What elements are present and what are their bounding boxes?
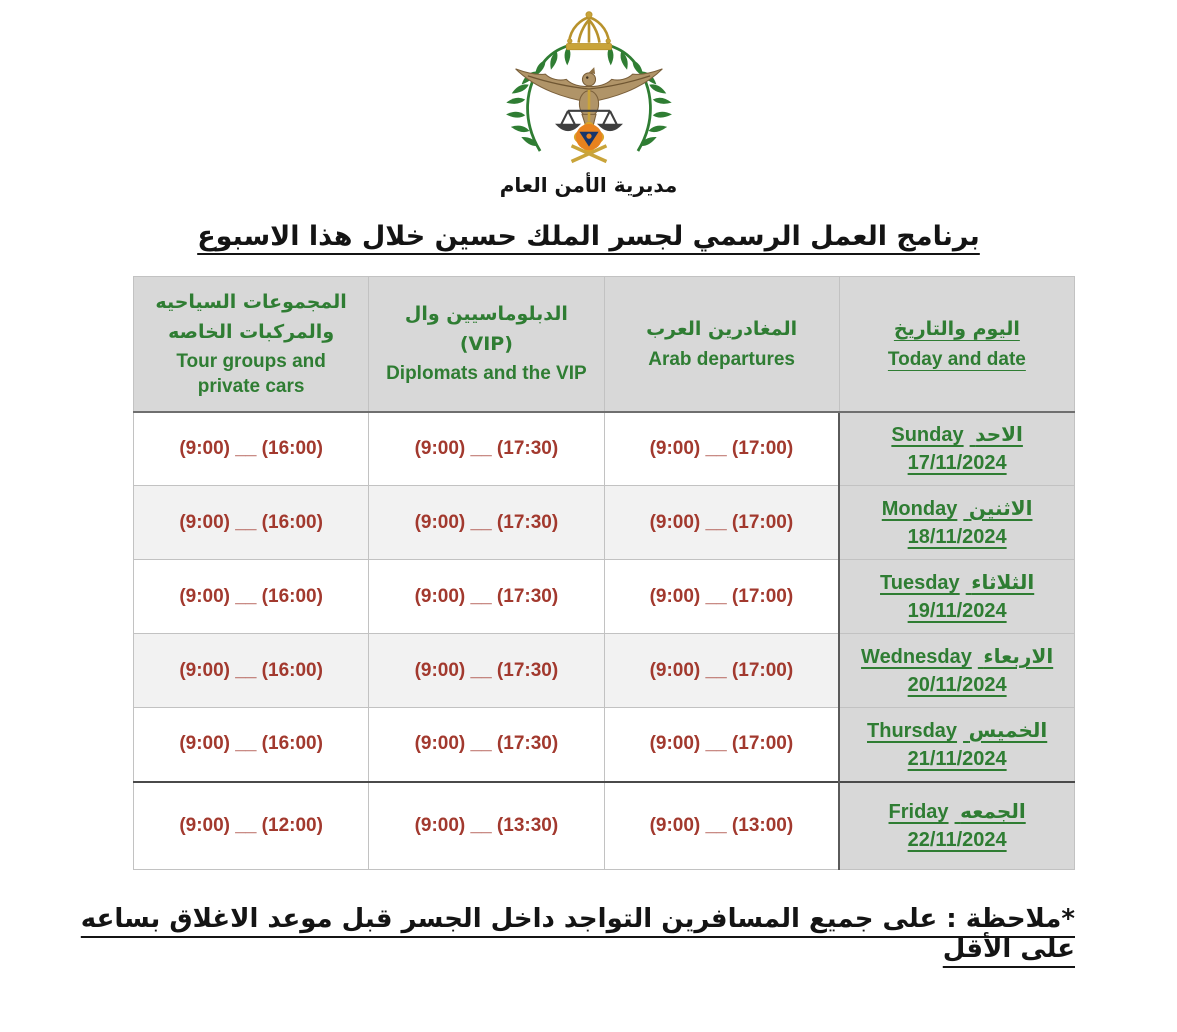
header-english: Tour groups and private cars [176,351,326,397]
day-english: Thursday [867,719,958,742]
header-arabic: المجموعات السياحيه والمركبات الخاصه [155,291,347,343]
diplomats-vip-hours: (9:00) __ (17:30) [369,486,604,560]
day-english: Friday [888,801,949,824]
day-arabic: الثلاثاء [971,570,1035,594]
date-value: 19/11/2024 [907,600,1007,622]
header-english: Today and date [887,348,1026,370]
date-cell [839,560,1074,634]
date-cell [839,412,1074,486]
day-label [882,496,1033,521]
date-value: 22/11/2024 [907,829,1007,852]
arab-departures-hours: (9:00) __ (17:00) [604,634,839,708]
arab-departures-hours: (9:00) __ (17:00) [604,560,839,634]
logo-caption: مديرية الأمن العام [499,173,678,197]
date-cell [839,486,1074,560]
page-title: برنامج العمل الرسمي لجسر الملك حسين خلال هذا الاسبوع [197,221,980,252]
header-english: Arab departures [648,348,796,370]
diplomats-vip-hours: (9:00) __ (13:30) [369,782,604,870]
day-label [891,422,1023,447]
day-label [889,799,1026,824]
header-arab-departures [604,277,839,412]
header-today-and-date [839,277,1074,412]
date-cell [839,782,1074,870]
schedule-table [133,276,1075,870]
table-row-sunday [134,412,1075,486]
arab-departures-hours: (9:00) __ (17:00) [604,486,839,560]
date-value: 20/11/2024 [907,674,1007,696]
day-label [867,718,1047,743]
tour-groups-hours: (9:00) __ (16:00) [134,708,369,782]
day-english: Monday [881,498,958,520]
table-row-tuesday [134,560,1075,634]
day-label [880,570,1034,595]
table-row-wednesday [134,634,1075,708]
date-value: 18/11/2024 [907,526,1007,548]
day-english: Wednesday [861,646,972,668]
header-arabic: الدبلوماسيين وال (VIP) [404,303,568,355]
header-tour-groups [134,277,369,412]
header-arabic: اليوم والتاريخ [893,318,1020,341]
arab-departures-hours: (9:00) __ (17:00) [604,708,839,782]
tour-groups-hours: (9:00) __ (16:00) [134,412,369,486]
footnote: *ملاحظة : على جميع المسافرين التواجد داخل الجسر قبل موعد الاغلاق بساعه على الأقل [80,904,1075,964]
table-header-row [134,277,1075,412]
tour-groups-hours: (9:00) __ (16:00) [134,634,369,708]
psd-emblem-icon [484,6,694,172]
date-value: 21/11/2024 [907,747,1007,770]
day-english: Sunday [891,424,964,447]
diplomats-vip-hours: (9:00) __ (17:30) [369,412,604,486]
diplomats-vip-hours: (9:00) __ (17:30) [369,708,604,782]
day-arabic: الخميس [968,717,1048,742]
logo-block [0,6,1177,197]
header-arabic: المغادرين العرب [646,318,798,341]
table-row-monday [134,486,1075,560]
tour-groups-hours: (9:00) __ (16:00) [134,560,369,634]
tour-groups-hours: (9:00) __ (16:00) [134,486,369,560]
date-cell [839,708,1074,782]
day-english: Tuesday [880,572,960,594]
tour-groups-hours: (9:00) __ (12:00) [134,782,369,870]
day-label [861,644,1053,669]
header-english: Diplomats and the VIP [386,363,587,385]
date-value: 17/11/2024 [907,452,1007,475]
day-arabic: الجمعه [960,799,1026,824]
header-diplomats-vip [369,277,604,412]
date-cell [839,634,1074,708]
diplomats-vip-hours: (9:00) __ (17:30) [369,634,604,708]
arab-departures-hours: (9:00) __ (13:00) [604,782,839,870]
day-arabic: الاحد [975,422,1023,447]
table-row-thursday [134,708,1075,782]
day-arabic: الاربعاء [983,644,1054,668]
table-row-friday [134,782,1075,870]
day-arabic: الاثنين [968,496,1033,520]
arab-departures-hours: (9:00) __ (17:00) [604,412,839,486]
diplomats-vip-hours: (9:00) __ (17:30) [369,560,604,634]
